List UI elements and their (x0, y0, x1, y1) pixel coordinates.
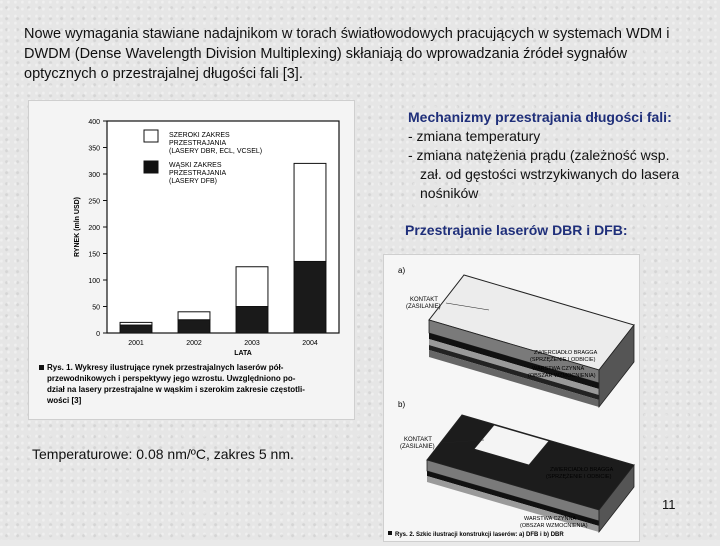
y-tick-label: 200 (88, 225, 100, 232)
dfb-structure-diagram (429, 275, 634, 407)
fig2-mirror-b-2: (SPRZĘŻENIE I ODBICIE) (546, 474, 612, 480)
market-chart-svg (29, 101, 354, 419)
fig2-mirror-b-1: ZWIERCIADŁO BRAGGA (550, 467, 614, 473)
figure-laser-structures (383, 254, 640, 542)
fig1-caption-1: Rys. 1. Wykresy ilustrujące rynek przestrajalnych laserów pół- (47, 363, 284, 372)
y-axis-label: RYNEK (mln USD) (74, 196, 81, 258)
laser-structures-svg (384, 255, 639, 541)
fig2-contact-b-2: (ZASILANIE) (400, 444, 435, 450)
bar-wide-2004 (294, 163, 326, 261)
fig2-caption: Rys. 2. Szkic ilustracji konstrukcji laserów: a) DFB i b) DBR (395, 532, 564, 538)
x-tick-label: 2002 (186, 340, 202, 347)
fig1-caption-3: dział na lasery przestrajalne w wąskim i szerokim zakresie częstotli- (47, 385, 305, 394)
mechanism-item-current-cont1: zał. od gęstości wstrzykiwanych do lasera (420, 166, 680, 182)
bar-narrow-2001 (120, 325, 152, 333)
y-tick-label: 250 (88, 198, 100, 206)
fig2-active-a-1: WARSTWA CZYNNA (532, 366, 585, 372)
x-axis-label: LATA (234, 350, 252, 357)
fig1-caption-4: wości [3] (47, 396, 82, 405)
legend-narrow-2: PRZESTRAJANIA (169, 170, 227, 177)
y-tick-label: 0 (96, 331, 100, 338)
bar-wide-2001 (120, 322, 152, 325)
fig1-caption-2: przewodnikowych i perspektywy jego wzrostu. Uwzględniono po- (47, 374, 296, 383)
mechanism-item-current-cont2: nośników (420, 185, 479, 201)
mechanism-item-temperature: - zmiana temperatury (408, 128, 541, 144)
y-tick-label: 300 (88, 172, 100, 179)
caption-bullet (39, 365, 44, 370)
legend-swatch-wide (144, 130, 158, 142)
bar-wide-2003 (236, 267, 268, 307)
mechanisms-heading: Mechanizmy przestrajania długości fali: (408, 109, 672, 125)
fig2-active-b-2: (OBSZAR WZMOCNIENIA) (520, 523, 588, 529)
fig2-caption-bullet (388, 531, 392, 535)
legend-wide-3: (LASERY DBR, ECL, VCSEL) (169, 148, 263, 155)
y-tick-label: 350 (88, 145, 100, 153)
tuning-heading: Przestrajanie laserów DBR i DFB: (405, 222, 628, 238)
fig2-contact-b-1: KONTAKT (404, 437, 432, 443)
legend-wide-1: SZEROKI ZAKRES (169, 132, 230, 139)
page-number: 11 (662, 497, 676, 512)
fig2-label-a: a) (398, 266, 406, 275)
bar-wide-2002 (178, 312, 210, 320)
fig2-active-a-2: (OBSZAR WZMOCNIENIA) (528, 373, 596, 379)
bar-narrow-2003 (236, 307, 268, 334)
x-tick-label: 2004 (302, 340, 318, 347)
fig2-contact-a-2: (ZASILANIE) (406, 304, 441, 310)
fig2-label-b: b) (398, 400, 406, 409)
bar-narrow-2004 (294, 261, 326, 333)
x-tick-label: 2001 (128, 340, 144, 347)
x-tick-label: 2003 (244, 340, 260, 347)
legend-narrow-3: (LASERY DFB) (169, 178, 217, 185)
fig2-mirror-a-1: ZWIERCIADŁO BRAGGA (534, 350, 598, 356)
y-tick-label: 150 (88, 251, 100, 259)
y-tick-label: 100 (88, 278, 100, 285)
legend-narrow-1: WĄSKI ZAKRES (169, 162, 222, 169)
mechanism-item-current: - zmiana natężenia prądu (zależność wsp. (408, 147, 670, 163)
legend-swatch-narrow (144, 161, 158, 173)
legend-wide-2: PRZESTRAJANIA (169, 140, 227, 147)
figure-market-chart (28, 100, 355, 420)
fig2-active-b-1: WARSTWA CZYNNA (524, 516, 577, 522)
temperature-note: Temperaturowe: 0.08 nm/ºC, zakres 5 nm. (32, 446, 294, 462)
fig2-contact-a-1: KONTAKT (410, 297, 438, 303)
y-tick-label: 400 (88, 119, 100, 126)
fig2-mirror-a-2: (SPRZĘŻENIE I ODBICIE) (530, 357, 596, 363)
intro-paragraph: Nowe wymagania stawiane nadajnikom w torach światłowodowych pracujących w systemach WDM i DWDM (Dense Wavelength Division Multiplexing) skłaniają do wprowadzania źródeł sygnałów optycznych o przestrajalnej długości fali [3]. (24, 26, 670, 82)
mechanisms-block (408, 108, 718, 203)
y-tick-label: 50 (92, 304, 100, 312)
bar-narrow-2002 (178, 320, 210, 333)
